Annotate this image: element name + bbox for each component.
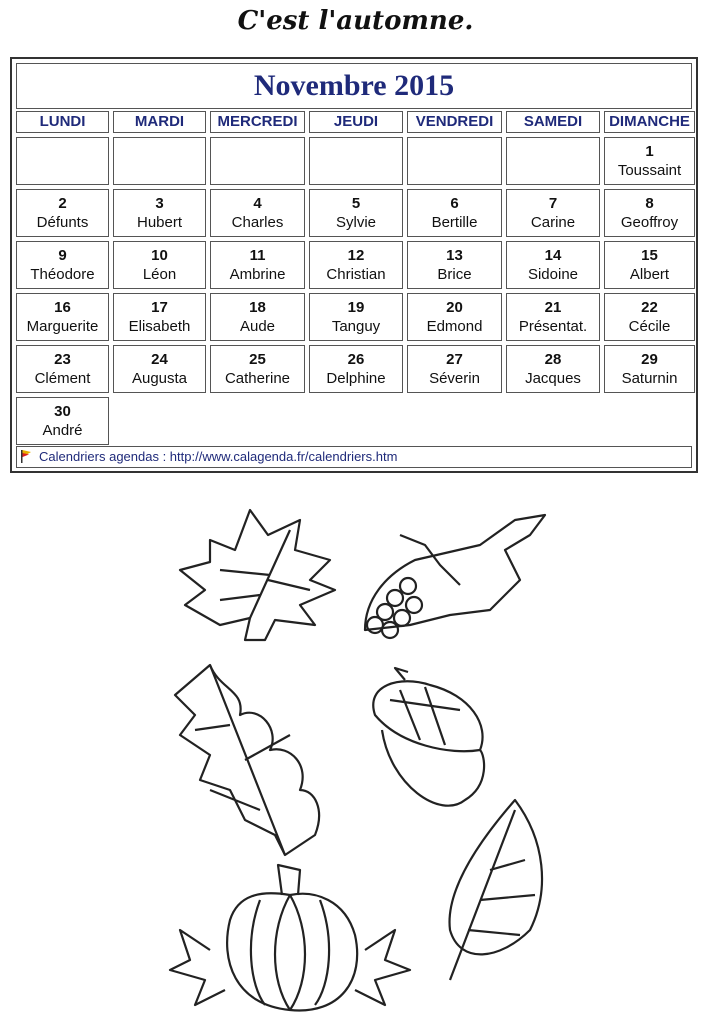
pumpkin-icon	[170, 865, 410, 1010]
day-cell	[407, 345, 502, 393]
maple-leaf-icon	[180, 510, 335, 640]
weekday-header: LUNDI	[16, 111, 109, 133]
weekday-header: VENDREDI	[407, 111, 502, 133]
weekday-header: DIMANCHE	[604, 111, 695, 133]
day-cell	[604, 345, 695, 393]
day-number: 5	[351, 195, 361, 212]
saint-name: Présentat.	[518, 318, 588, 335]
saint-name: Sylvie	[335, 214, 376, 231]
day-number: 18	[249, 299, 266, 316]
saint-name: Théodore	[30, 266, 95, 283]
day-number: 16	[54, 299, 71, 316]
empty-day-cell	[309, 137, 403, 185]
day-cell	[506, 189, 600, 237]
day-number: 10	[151, 247, 168, 264]
saint-name: Saturnin	[621, 370, 678, 387]
oak-leaf-icon	[175, 665, 319, 855]
day-cell	[113, 345, 206, 393]
day-number: 20	[446, 299, 463, 316]
saint-name: Delphine	[326, 370, 386, 387]
saint-name: Marguerite	[26, 318, 99, 335]
saint-name: Hubert	[136, 214, 183, 231]
page-title: C'est l'automne.	[237, 6, 474, 36]
day-cell	[506, 241, 600, 289]
day-cell	[604, 137, 695, 185]
day-cell	[16, 397, 109, 445]
day-number: 4	[253, 195, 262, 212]
saint-name: Catherine	[224, 370, 291, 387]
empty-day-cell	[407, 137, 502, 185]
day-number: 22	[641, 299, 658, 316]
saint-name: Augusta	[131, 370, 188, 387]
empty-day-cell	[210, 137, 305, 185]
day-number: 15	[641, 247, 658, 264]
saint-name: Charles	[231, 214, 284, 231]
weekday-header: JEUDI	[309, 111, 403, 133]
saint-name: Ambrine	[229, 266, 286, 283]
calendar	[10, 57, 698, 473]
day-number: 21	[544, 299, 562, 316]
saint-name: Clément	[34, 370, 91, 387]
saint-name: Tanguy	[331, 318, 381, 335]
saint-name: Séverin	[429, 370, 480, 387]
day-number: 17	[151, 299, 168, 316]
pointed-leaf-icon	[450, 800, 542, 980]
weekday-header: MARDI	[113, 111, 206, 133]
saint-name: Albert	[629, 266, 670, 283]
saint-name: Sidoine	[527, 266, 579, 283]
day-cell	[407, 189, 502, 237]
footer-link[interactable]: Calendriers agendas : http://www.calagenda.fr/calendriers.htm	[39, 449, 398, 464]
weekday-header: SAMEDI	[506, 111, 600, 133]
saint-name: Elisabeth	[128, 318, 191, 335]
saint-name: Bertille	[431, 214, 478, 231]
day-number: 28	[544, 351, 562, 368]
day-cell	[604, 293, 695, 341]
saint-name: Carine	[530, 214, 576, 231]
day-number: 23	[54, 351, 71, 368]
day-cell	[113, 293, 206, 341]
day-cell	[407, 241, 502, 289]
day-number: 25	[249, 351, 266, 368]
day-cell	[16, 345, 109, 393]
day-cell	[113, 241, 206, 289]
calendar-footer[interactable]	[16, 446, 692, 468]
day-number: 3	[155, 195, 164, 212]
day-cell	[604, 241, 695, 289]
saint-name: Geoffroy	[620, 214, 679, 231]
day-number: 27	[446, 351, 463, 368]
day-cell	[210, 189, 305, 237]
day-cell	[506, 345, 600, 393]
day-cell	[309, 345, 403, 393]
saint-name: Jacques	[525, 370, 581, 387]
saint-name: Edmond	[426, 318, 483, 335]
day-number: 11	[249, 247, 266, 264]
saint-name: Christian	[326, 266, 386, 283]
day-number: 1	[645, 143, 654, 160]
flag-icon	[21, 450, 31, 463]
saint-name: André	[42, 422, 83, 439]
day-number: 6	[450, 195, 459, 212]
day-number: 9	[58, 247, 67, 264]
day-number: 13	[446, 247, 463, 264]
day-number: 8	[645, 195, 654, 212]
day-number: 14	[544, 247, 562, 264]
empty-day-cell	[506, 137, 600, 185]
day-number: 29	[641, 351, 658, 368]
day-cell	[210, 241, 305, 289]
saint-name: Défunts	[36, 214, 89, 231]
day-cell	[113, 189, 206, 237]
corn-cob-icon	[365, 515, 545, 638]
day-cell	[506, 293, 600, 341]
saint-name: Cécile	[628, 318, 671, 335]
day-cell	[16, 293, 109, 341]
acorn-icon	[373, 668, 484, 806]
weekday-header: MERCREDI	[210, 111, 305, 133]
day-cell	[309, 241, 403, 289]
saint-name: Brice	[437, 266, 472, 283]
day-number: 19	[347, 299, 365, 316]
autumn-illustration	[150, 490, 560, 1020]
day-number: 2	[58, 195, 67, 212]
day-cell	[210, 345, 305, 393]
day-cell	[210, 293, 305, 341]
day-number: 7	[548, 195, 558, 212]
day-number: 24	[151, 351, 168, 368]
day-cell	[407, 293, 502, 341]
day-cell	[309, 189, 403, 237]
empty-day-cell	[16, 137, 109, 185]
saint-name: Aude	[239, 318, 276, 335]
empty-day-cell	[113, 137, 206, 185]
day-number: 30	[54, 403, 71, 420]
day-cell	[309, 293, 403, 341]
saint-name: Toussaint	[617, 162, 682, 179]
day-number: 12	[347, 247, 365, 264]
saint-name: Léon	[142, 266, 177, 283]
month-title: Novembre 2015	[16, 63, 692, 109]
day-cell	[604, 189, 695, 237]
day-cell	[16, 189, 109, 237]
day-cell	[16, 241, 109, 289]
day-number: 26	[347, 351, 365, 368]
